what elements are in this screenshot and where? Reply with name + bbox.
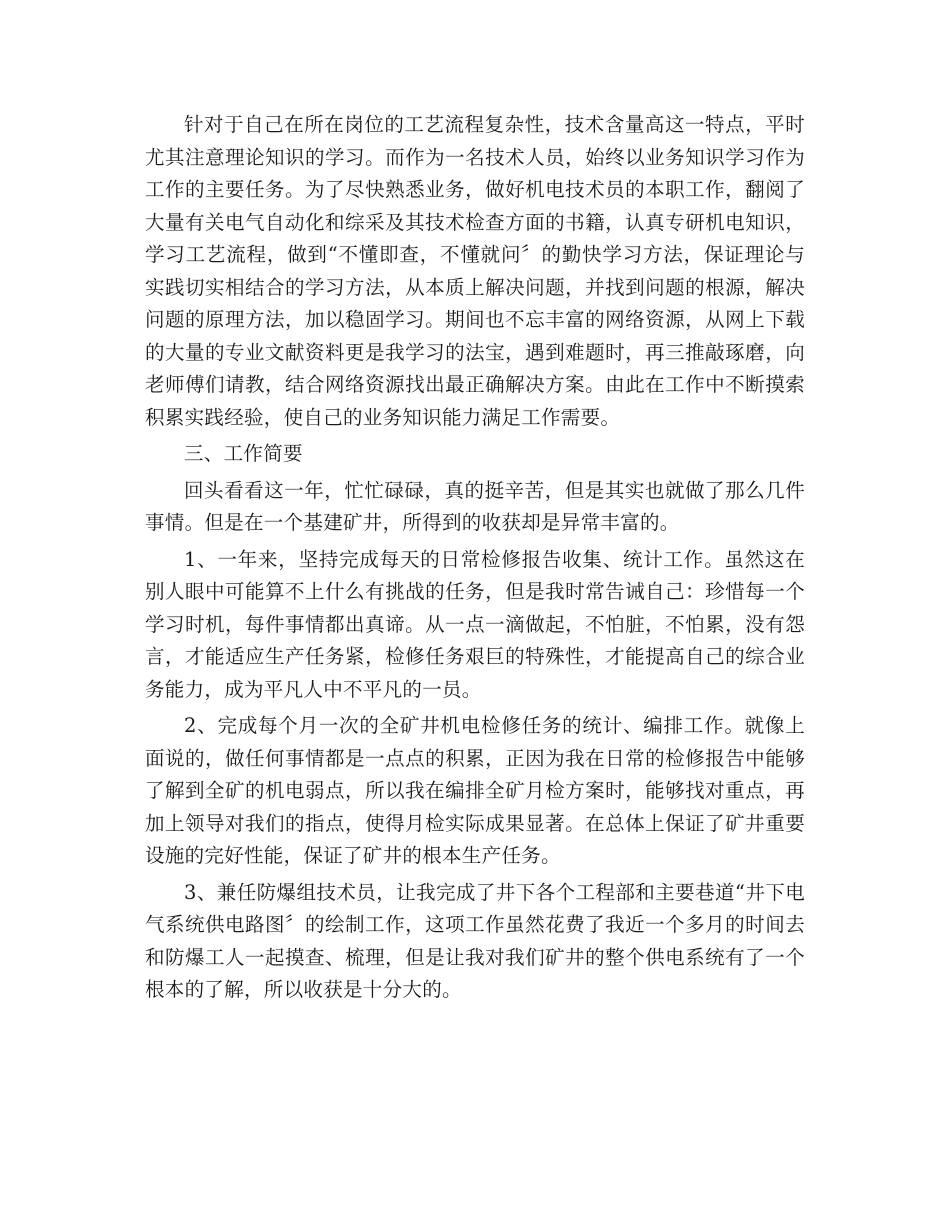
paragraph-item-2: 2、完成每个月一次的全矿井机电检修任务的统计、编排工作。就像上面说的，做任何事情都是一点点的积累，正因为我在日常的检修报告中能够了解到全矿的机电弱点，所以我在编排全矿月检方案时，能够找对重点，再加上领导对我们的指点，使得月检实际成果显著。在总体上保证了矿井重要设施的完好性能，保证了矿井的根本生产任务。 — [145, 714, 805, 867]
paragraph-item-1: 1、一年来，坚持完成每天的日常检修报告收集、统计工作。虽然这在别人眼中可能算不上什么有挑战的任务，但是我时常告诫自己：珍惜每一个学习时机，每件事情都出真谛。从一点一滴做起，不怕脏，不怕累，没有怨言，才能适应生产任务紧，检修任务艰巨的特殊性，才能提高自己的综合业务能力，成为平凡人中不平凡的一员。 — [145, 547, 805, 701]
section-heading-work-summary: 三、工作简要 — [184, 442, 303, 465]
paragraph-study: 针对于自己在所在岗位的工艺流程复杂性，技术含量高这一特点，平时尤其注意理论知识的学习。而作为一名技术人员，始终以业务知识学习作为工作的主要任务。为了尽快熟悉业务，做好机电技术员的本职工作，翻阅了大量有关电气自动化和综采及其技术检查方面的书籍，认真专研机电知识，学习工艺流程，做到“不懂即查，不懂就问〞的勤快学习方法，保证理论与实践切实相结合的学习方法，从本质上解决问题，并找到问题的根源，解决问题的原理方法，加以稳固学习。期间也不忘丰富的网络资源，从网上下载的大量的专业文献资料更是我学习的法宝，遇到难题时，再三推敲琢磨，向老师傅们请教，结合网络资源找出最正确解决方案。由此在工作中不断摸索积累实践经验，使自己的业务知识能力满足工作需要。 — [145, 113, 805, 429]
paragraph-year-review: 回头看看这一年，忙忙碌碌，真的挺辛苦，但是其实也就做了那么几件事情。但是在一个基建矿井，所得到的收获却是异常丰富的。 — [145, 478, 805, 534]
paragraph-item-3: 3、兼任防爆组技术员，让我完成了井下各个工程部和主要巷道“井下电气系统供电路图〞的绘制工作，这项工作虽然花费了我近一个多月的时间去和防爆工人一起摸查、梳理，但是让我对我们矿井的整个供电系统有了一个根本的了解，所以收获是十分大的。 — [145, 880, 805, 1001]
document-body — [145, 109, 805, 1011]
